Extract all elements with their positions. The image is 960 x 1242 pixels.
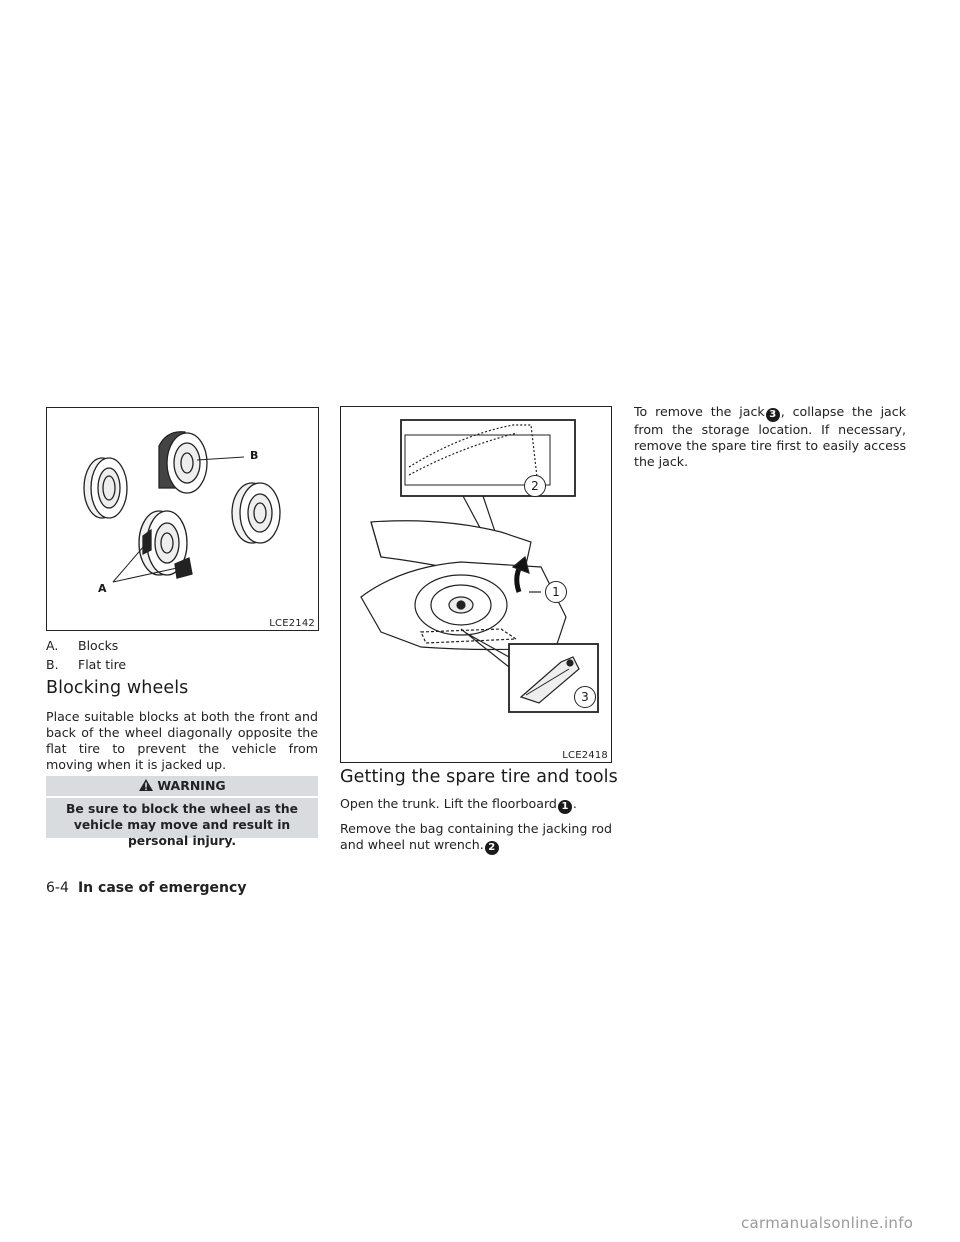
floorboard-paragraph: [340, 796, 612, 814]
bag-paragraph: [340, 821, 612, 855]
watermark: carmanualsonline.info: [741, 1214, 914, 1232]
legend-text: Blocks: [78, 638, 119, 653]
callout-2-label: 2: [531, 479, 539, 493]
callout-b: B: [250, 449, 259, 462]
legend-key: B.: [46, 657, 59, 672]
blocking-wheels-paragraph: Place suitable blocks at both the front and back of the wheel diagonally opposite the flat tire to prevent the vehicle from moving when it is jacked up.: [46, 709, 318, 772]
warning-title: WARNING: [157, 778, 226, 793]
callout-3-label: 3: [581, 690, 589, 704]
callout-2: [524, 475, 546, 497]
legend-item: [46, 638, 118, 653]
callout-a: A: [98, 582, 107, 595]
callout-1: [545, 581, 567, 603]
bag-text: Remove the bag containing the jacking rod and wheel nut wrench.: [340, 821, 612, 852]
legend-item: [46, 657, 126, 672]
callout-3: [574, 686, 596, 708]
figure-code: LCE2418: [562, 750, 608, 761]
floorboard-text-end: .: [572, 796, 577, 811]
chapter-title: In case of emergency: [77, 880, 247, 896]
figure-blocking-wheels: [46, 407, 319, 631]
wheels-illustration: [47, 408, 318, 630]
legend-key: A.: [46, 638, 59, 653]
legend-text: Flat tire: [78, 657, 127, 672]
jack-text-rest: , collapse the jack from the storage location. If necessary, remove the spare tire first to easily access the jack.: [634, 404, 906, 469]
callout-ref-1: 1: [558, 800, 572, 814]
warning-text: Be sure to block the wheel as the vehicle may move and result in personal injury.: [46, 798, 318, 838]
section-heading-spare-tire: Getting the spare tire and tools: [340, 767, 618, 787]
warning-header: [46, 776, 318, 796]
tire-illustration: [84, 458, 127, 518]
figure-trunk-tools: [340, 406, 612, 763]
flat-tire-illustration: [159, 432, 244, 493]
blocked-tire-illustration: [113, 511, 192, 582]
floorboard-text: Open the trunk. Lift the floorboard: [340, 796, 557, 811]
warning-triangle-icon: [138, 778, 154, 792]
tire-illustration: [232, 483, 280, 543]
page-number: 6-4: [46, 880, 69, 896]
callout-ref-3: 3: [766, 408, 780, 422]
page-footer: [46, 877, 246, 896]
callout-ref-2: 2: [485, 841, 499, 855]
jack-text: To remove the jack: [634, 404, 765, 419]
trunk-illustration: [341, 407, 611, 762]
section-heading-blocking-wheels: Blocking wheels: [46, 678, 189, 698]
callout-1-label: 1: [552, 585, 560, 599]
figure-code: LCE2142: [269, 618, 315, 629]
jack-paragraph: [634, 404, 906, 470]
